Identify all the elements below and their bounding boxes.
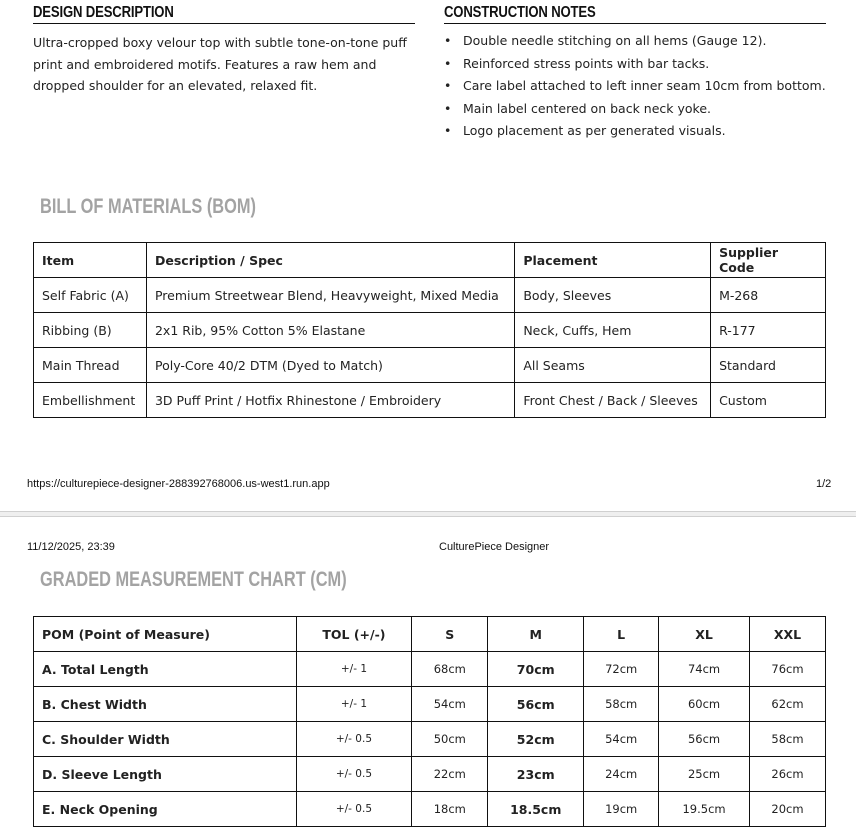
table-cell: Ribbing (B) bbox=[34, 313, 147, 348]
table-cell: 20cm bbox=[750, 792, 826, 827]
column-header: Placement bbox=[515, 243, 711, 278]
table-header-row bbox=[34, 243, 826, 278]
table-cell: 68cm bbox=[412, 652, 488, 687]
table-cell: 23cm bbox=[488, 757, 584, 792]
table-cell: Neck, Cuffs, Hem bbox=[515, 313, 711, 348]
table-cell: M-268 bbox=[711, 278, 826, 313]
table-cell: Front Chest / Back / Sleeves bbox=[515, 383, 711, 418]
column-header: Supplier Code bbox=[711, 243, 826, 278]
table-cell: Embellishment bbox=[34, 383, 147, 418]
design-description-heading: DESIGN DESCRIPTION bbox=[33, 4, 174, 21]
measurement-heading: GRADED MEASUREMENT CHART (CM) bbox=[40, 568, 347, 591]
table-cell: 19cm bbox=[584, 792, 659, 827]
table-cell: All Seams bbox=[515, 348, 711, 383]
column-header: S bbox=[412, 617, 488, 652]
construction-notes-heading: CONSTRUCTION NOTES bbox=[444, 4, 596, 21]
table-cell: 72cm bbox=[584, 652, 659, 687]
table-cell: A. Total Length bbox=[34, 652, 297, 687]
divider bbox=[444, 23, 826, 24]
list-item: • Main label centered on back neck yoke. bbox=[444, 98, 826, 121]
table-cell: +/- 0.5 bbox=[296, 722, 412, 757]
table-cell: 25cm bbox=[659, 757, 750, 792]
table-cell: +/- 1 bbox=[296, 652, 412, 687]
divider bbox=[33, 23, 415, 24]
table-cell: Main Thread bbox=[34, 348, 147, 383]
design-description-text: Ultra-cropped boxy velour top with subtle tone-on-tone puff print and embroidered motifs. Features a raw hem and dropped shoulder for an elevated, relaxed fit. bbox=[33, 35, 407, 93]
table-row bbox=[34, 792, 826, 827]
table-row bbox=[34, 722, 826, 757]
table-row bbox=[34, 383, 826, 418]
page-number: 1/2 bbox=[816, 478, 832, 490]
measurement-table bbox=[33, 616, 826, 827]
table-cell: 56cm bbox=[488, 687, 584, 722]
table-row bbox=[34, 348, 826, 383]
table-cell: 2x1 Rib, 95% Cotton 5% Elastane bbox=[146, 313, 514, 348]
table-row bbox=[34, 687, 826, 722]
table-cell: 52cm bbox=[488, 722, 584, 757]
bom-heading: BILL OF MATERIALS (BOM) bbox=[40, 195, 256, 218]
table-header-row bbox=[34, 617, 826, 652]
table-cell: Body, Sleeves bbox=[515, 278, 711, 313]
table-row bbox=[34, 313, 826, 348]
app-title: CulturePiece Designer bbox=[439, 541, 550, 553]
column-header: XL bbox=[659, 617, 750, 652]
list-item: • Logo placement as per generated visuals. bbox=[444, 120, 826, 143]
table-cell: 26cm bbox=[750, 757, 826, 792]
table-cell: 19.5cm bbox=[659, 792, 750, 827]
table-cell: Premium Streetwear Blend, Heavyweight, Mixed Media bbox=[146, 278, 514, 313]
column-header: M bbox=[488, 617, 584, 652]
construction-notes-list bbox=[444, 30, 826, 143]
list-item: • Care label attached to left inner seam 10cm from bottom. bbox=[444, 75, 826, 98]
table-cell: R-177 bbox=[711, 313, 826, 348]
table-cell: 58cm bbox=[750, 722, 826, 757]
table-cell: 3D Puff Print / Hotfix Rhinestone / Embroidery bbox=[146, 383, 514, 418]
table-cell: B. Chest Width bbox=[34, 687, 297, 722]
table-cell: Poly-Core 40/2 DTM (Dyed to Match) bbox=[146, 348, 514, 383]
footer-url: https://culturepiece-designer-288392768006.us-west1.run.app bbox=[27, 478, 330, 490]
table-cell: +/- 0.5 bbox=[296, 757, 412, 792]
column-header: Description / Spec bbox=[146, 243, 514, 278]
table-cell: 18cm bbox=[412, 792, 488, 827]
column-header: POM (Point of Measure) bbox=[34, 617, 297, 652]
table-cell: 70cm bbox=[488, 652, 584, 687]
table-row bbox=[34, 757, 826, 792]
column-header: XXL bbox=[750, 617, 826, 652]
list-item: • Double needle stitching on all hems (Gauge 12). bbox=[444, 30, 826, 53]
table-cell: 60cm bbox=[659, 687, 750, 722]
bom-table bbox=[33, 242, 826, 418]
page-break bbox=[0, 511, 856, 517]
table-cell: 74cm bbox=[659, 652, 750, 687]
table-cell: Standard bbox=[711, 348, 826, 383]
table-cell: 54cm bbox=[412, 687, 488, 722]
table-cell: 24cm bbox=[584, 757, 659, 792]
table-cell: Custom bbox=[711, 383, 826, 418]
table-cell: Self Fabric (A) bbox=[34, 278, 147, 313]
table-cell: +/- 1 bbox=[296, 687, 412, 722]
print-datetime: 11/12/2025, 23:39 bbox=[27, 541, 115, 553]
column-header: L bbox=[584, 617, 659, 652]
table-cell: 56cm bbox=[659, 722, 750, 757]
table-cell: 62cm bbox=[750, 687, 826, 722]
table-row bbox=[34, 278, 826, 313]
list-item: • Reinforced stress points with bar tacks. bbox=[444, 53, 826, 76]
table-cell: 54cm bbox=[584, 722, 659, 757]
table-cell: D. Sleeve Length bbox=[34, 757, 297, 792]
table-cell: 18.5cm bbox=[488, 792, 584, 827]
table-cell: 58cm bbox=[584, 687, 659, 722]
table-cell: 22cm bbox=[412, 757, 488, 792]
column-header: Item bbox=[34, 243, 147, 278]
table-cell: 76cm bbox=[750, 652, 826, 687]
table-cell: E. Neck Opening bbox=[34, 792, 297, 827]
column-header: TOL (+/-) bbox=[296, 617, 412, 652]
table-cell: C. Shoulder Width bbox=[34, 722, 297, 757]
table-row bbox=[34, 652, 826, 687]
table-cell: 50cm bbox=[412, 722, 488, 757]
table-cell: +/- 0.5 bbox=[296, 792, 412, 827]
